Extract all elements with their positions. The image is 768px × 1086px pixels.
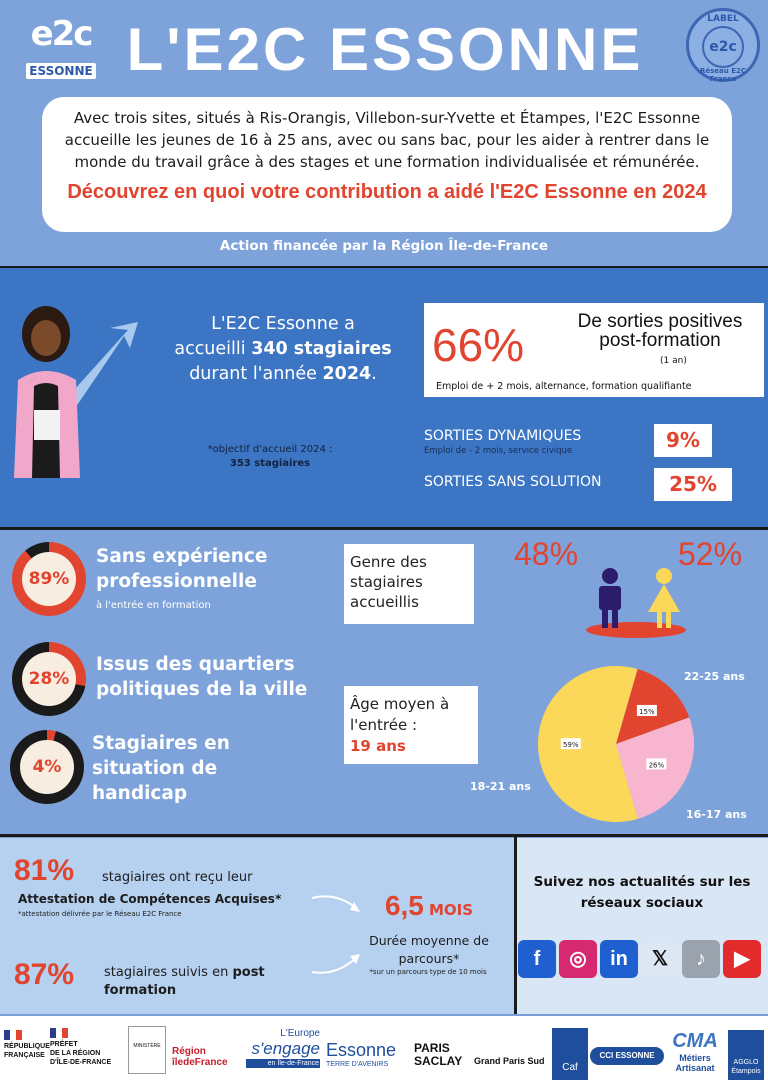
suivis-text-a: stagiaires suivis en bbox=[104, 965, 233, 980]
essonne-logo bbox=[326, 1040, 396, 1068]
male-leg bbox=[612, 608, 618, 628]
ministere-logo: MINISTÈRE bbox=[128, 1026, 166, 1074]
funding-text: Action financée par la Région Île-de-France bbox=[219, 238, 549, 254]
gender-figures bbox=[584, 566, 688, 642]
accueil-count: 340 stagiaires bbox=[251, 339, 392, 359]
essonne-b: TERRE D'AVENIRS bbox=[326, 1061, 389, 1068]
cci-logo: CCI ESSONNE bbox=[590, 1047, 664, 1065]
accueil-year: 2024 bbox=[322, 364, 372, 384]
male-leg bbox=[602, 608, 608, 628]
dynamic-exit-label: SORTIES DYNAMIQUES bbox=[424, 428, 582, 444]
white-band bbox=[34, 410, 60, 440]
no-solution-label: SORTIES SANS SOLUTION bbox=[424, 474, 602, 490]
suivis-pct: 87% bbox=[14, 958, 75, 991]
badge-center-text: e2c bbox=[702, 26, 744, 68]
stat-value: 89% bbox=[22, 552, 76, 606]
age-value: 19 ans bbox=[350, 737, 406, 755]
female-figure-icon bbox=[656, 568, 672, 584]
female-leg bbox=[657, 610, 662, 628]
republique-francaise-logo bbox=[4, 1030, 50, 1060]
female-body bbox=[648, 584, 680, 612]
region-b: îledeFrance bbox=[172, 1057, 228, 1068]
linkedin-icon[interactable]: in bbox=[600, 940, 638, 978]
pie-value-label: 15% bbox=[639, 707, 655, 716]
suivis-text bbox=[104, 964, 314, 1000]
male-pct: 52% bbox=[678, 536, 743, 572]
age-pie-chart bbox=[536, 664, 696, 824]
objectif-line1: *objectif d'accueil 2024 : bbox=[207, 444, 333, 455]
suivis-text-b: post formation bbox=[104, 965, 265, 998]
intro-cta: Découvrez en quoi votre contribution a aidé l'E2C Essonne en 2024 bbox=[67, 181, 707, 203]
badge-top-text: LABEL bbox=[707, 14, 739, 24]
positive-exit-sub: Emploi de + 2 mois, alternance, formation qualifiante bbox=[436, 381, 692, 392]
pie-value-label: 26% bbox=[648, 761, 665, 770]
stat-title: Sans expérience professionnelle bbox=[96, 546, 268, 592]
accueil-line3-c: . bbox=[371, 364, 377, 384]
x-icon[interactable]: 𝕏 bbox=[641, 940, 679, 978]
genre-box: Genre des stagiaires accueillis bbox=[344, 544, 474, 624]
accueil-line2-a: accueilli bbox=[174, 339, 252, 359]
pie-value-label: 59% bbox=[562, 741, 579, 750]
paris-saclay-b: SACLAY bbox=[414, 1054, 463, 1068]
divider bbox=[0, 834, 768, 837]
grand-paris-sud-logo: Grand Paris Sud bbox=[474, 1056, 545, 1066]
region-idf-logo bbox=[172, 1046, 228, 1068]
prefet-line2: DE LA RÉGION bbox=[50, 1050, 101, 1057]
male-figure-icon bbox=[602, 568, 618, 584]
agglo-a: AGGLO bbox=[733, 1059, 759, 1066]
attestation-pct: 81% bbox=[14, 854, 75, 887]
logo-text: e2c bbox=[30, 14, 92, 54]
flag-icon bbox=[50, 1028, 68, 1038]
cma-b: Artisanat bbox=[675, 1063, 715, 1073]
badge-bottom-text: Réseau E2C France bbox=[700, 67, 746, 83]
e2c-logo bbox=[22, 8, 100, 84]
youtube-icon[interactable]: ▶ bbox=[723, 940, 761, 978]
prefet-logo bbox=[50, 1028, 111, 1067]
stat-donut bbox=[12, 542, 86, 616]
pie-label-22-25: 22-25 ans bbox=[684, 670, 745, 683]
europe-c: en Île-de-France bbox=[246, 1059, 320, 1068]
cma-a: Métiers bbox=[679, 1053, 711, 1063]
duree-value: 6,5 bbox=[384, 890, 424, 921]
accueil-line3-a: durant l'année bbox=[189, 364, 323, 384]
page-title: L'E2C ESSONNE bbox=[126, 16, 644, 83]
objectif-note bbox=[170, 443, 370, 471]
social-section bbox=[516, 838, 768, 1014]
accueil-line3 bbox=[138, 362, 428, 387]
stat-value: 28% bbox=[22, 652, 76, 706]
europe-logo bbox=[246, 1028, 320, 1074]
caf-logo: Caf bbox=[552, 1028, 588, 1080]
arrow-icon bbox=[310, 952, 362, 976]
stat-donut bbox=[12, 642, 86, 716]
vertical-divider bbox=[514, 836, 517, 1014]
positive-exit-pct: 66% bbox=[432, 319, 525, 371]
attestation-title: Attestation de Compétences Acquises* bbox=[18, 892, 282, 906]
social-icons bbox=[518, 940, 766, 980]
pie-label-18-21: 18-21 ans bbox=[470, 780, 531, 793]
pie-label-16-17: 16-17 ans bbox=[686, 808, 747, 821]
female-leg bbox=[666, 610, 671, 628]
student-photo bbox=[0, 290, 140, 478]
duree-note: *sur un parcours type de 10 mois bbox=[369, 968, 487, 976]
age-label: Âge moyen à l'entrée : bbox=[350, 695, 450, 734]
stat-donut bbox=[10, 730, 84, 804]
region-a: Région bbox=[172, 1046, 206, 1057]
rf-line2: FRANÇAISE bbox=[4, 1052, 45, 1059]
dynamic-exit-sub: Emploi de - 2 mois, service civique bbox=[424, 446, 573, 456]
arrow-icon bbox=[310, 892, 362, 916]
female-pct: 48% bbox=[514, 536, 579, 572]
europe-a: L'Europe bbox=[280, 1028, 320, 1039]
stat-title: Stagiaires en situation de handicap bbox=[92, 733, 230, 804]
positive-exit-label: De sorties positives post-formation bbox=[577, 311, 743, 351]
objectif-line2: 353 stagiaires bbox=[229, 458, 311, 469]
intro-text: Avec trois sites, situés à Ris-Orangis, Villebon-sur-Yvette et Étampes, l'E2C Essonne accueille les jeunes de 16 à 25 ans, avec ou sans bac, pour les aider à rentrer dans le monde du travail grâce à des stages et une formation individualisée et rémunérée. bbox=[64, 109, 710, 171]
attestation-note: *attestation délivrée par le Réseau E2C France bbox=[18, 910, 182, 918]
essonne-a: Essonne bbox=[326, 1040, 397, 1060]
social-title: Suivez nos actualités sur les réseaux sociaux bbox=[533, 874, 751, 911]
stat-sub: à l'entrée en formation bbox=[96, 600, 211, 611]
male-body bbox=[599, 586, 621, 610]
agglo-etampois-logo bbox=[728, 1030, 764, 1080]
stat-value: 4% bbox=[20, 740, 74, 794]
positive-exit-note: (1 an) bbox=[660, 356, 687, 366]
accueil-line2 bbox=[138, 337, 428, 362]
flag-icon bbox=[4, 1030, 22, 1040]
dynamic-exit-value: 9% bbox=[654, 424, 712, 457]
label-badge bbox=[686, 8, 760, 82]
duree-label: Durée moyenne de parcours* bbox=[369, 933, 489, 966]
europe-b: s'engage bbox=[251, 1039, 320, 1058]
accueil-text bbox=[138, 312, 428, 387]
cma-logo: CMA Métiers Artisanat bbox=[666, 1030, 724, 1073]
instagram-icon[interactable]: ◎ bbox=[559, 940, 597, 978]
duree-value-wrap bbox=[370, 890, 488, 922]
face bbox=[31, 320, 61, 356]
intro-box bbox=[42, 97, 732, 232]
attestation-text: stagiaires ont reçu leur bbox=[102, 870, 253, 885]
facebook-icon[interactable]: f bbox=[518, 940, 556, 978]
paris-saclay-a: PARIS bbox=[414, 1041, 450, 1055]
paris-saclay-logo bbox=[414, 1042, 462, 1068]
age-box bbox=[344, 686, 478, 764]
agglo-b: Étampois bbox=[731, 1068, 761, 1075]
no-solution-value: 25% bbox=[654, 468, 732, 501]
accueil-line1: L'E2C Essonne a bbox=[211, 314, 355, 334]
prefet-line3: D'ÎLE-DE-FRANCE bbox=[50, 1059, 112, 1066]
stat-title: Issus des quartiers politiques de la ville bbox=[96, 654, 308, 700]
tiktok-icon[interactable]: ♪ bbox=[682, 940, 720, 978]
logo-subtext: ESSONNE bbox=[26, 63, 95, 79]
prefet-line1: PRÉFET bbox=[50, 1041, 78, 1048]
rf-line1: RÉPUBLIQUE bbox=[4, 1043, 50, 1050]
duree-unit: MOIS bbox=[428, 901, 474, 919]
